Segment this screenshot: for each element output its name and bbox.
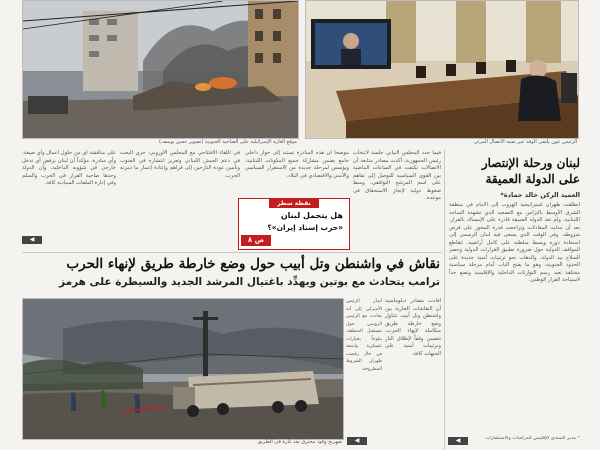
meeting-photo — [305, 0, 579, 139]
mid-column-3 — [120, 150, 240, 230]
sidebar-body-text: انطلقت طهران استراتيجية الهروب إلى الأمام في منطقة الشرق الأوسط بالتزامن مع التصعيد الذي تشهده الساحة اللبنانية، ولم تعد الدولة العميقة قادرة على الإمساك بالقرار، بعد أن تبدلت المعادلات وتراجعت قدرة المحور على فرض شروطه. وفي الوقت الذي يسعى فيه لبنان الرسمي إلى استعادة دوره وبسط سلطته على كامل أراضيه، تتقاطع المواقف الدولية حول ضرورة تطبيق القرارات الدولية وحصر السلاح بيد الدولة، والذهاب نحو ترتيبات أمنية جديدة على الحدود الجنوبية، وهو ما يفتح الباب أمام مرحلة سياسية مختلفة تعيد رسم التوازنات الداخلية والإقليمية وتضع حداً لاستباحة القرار الوطني. — [449, 202, 580, 283]
teaser-page-ref: ص ٨ — [241, 235, 271, 246]
main-column-2 — [346, 298, 382, 438]
mid-continue-arrow[interactable]: ◀ — [22, 236, 42, 244]
mid-column-1-text: فيما حدد المجلس النيابي جلسة لانتخاب رئيس الجمهورية، أكدت مصادر متابعة أن الاتصالات تكثفت في الساعات الماضية بين القوى السياسية للتوصل إلى تفاهم على اسم المرشح التوافقي، وسط ضغوط دولية لإنجاز الاستحقاق في موعده. — [353, 150, 441, 201]
destruction-caption: موقع الغارة الإسرائيلية على الضاحية الجنوبية (تصوير حسن يوسف) — [159, 139, 297, 145]
main-headline: نقاش في واشنطن وتل أبيب حول وضع خارطة طريق لإنهاء الحرب — [66, 256, 440, 272]
teaser-line-1: هل يتحمل لبنان — [280, 211, 343, 220]
sidebar-footer: * مدير المنتدى الإقليمي للدراسات والاستشارات — [485, 436, 580, 441]
destruction-photo — [22, 0, 299, 139]
sidebar-body — [449, 202, 580, 432]
tanker-photo — [22, 298, 344, 440]
mid-column-2 — [245, 150, 349, 200]
main-continue-arrow[interactable]: ◀ — [347, 437, 367, 445]
main-column-2-text: أشار الرئيس الأميركي إلى أنه تحادث مع الرئيس الروسي حول مستقبل المنطقة، ملوحاً بخيارات عسكرية واسعة في حال رفضت طهران الشروط المطروحة. — [346, 299, 382, 372]
teaser-label: نقطة سطر — [269, 199, 319, 208]
opinion-sidebar — [447, 150, 580, 450]
sidebar-continue-arrow[interactable]: ◀ — [448, 437, 468, 445]
main-story-top-rule — [22, 252, 442, 253]
sidebar-headline-1: لبنان ورحلة الإنتصار — [481, 156, 580, 170]
sidebar-headline-2: على الدولة العميقة — [485, 172, 580, 186]
main-column-1-text: أفادت مصادر دبلوماسية أن النقاشات الجارية بين واشنطن وتل أبيب تتناول وضع خارطة طريق متكاملة لإنهاء الحرب، تتضمن وقفاً لإطلاق النار وترتيبات أمنية على الجبهات كافة. — [385, 298, 441, 357]
tanker-illustration — [23, 299, 343, 439]
sidebar-byline: العميد الركن خالد حمادة* — [500, 191, 580, 199]
destruction-illustration — [23, 1, 298, 138]
meeting-caption: الرئيس عون يلتقي الوفد عبر تقنية الاتصال المرئي — [473, 139, 577, 145]
mid-column-3-text: في اللقاء الافتتاحي مع المجلس الأوروبي، جرى البحث في دعم الجيش اللبناني وتعزيز انتشاره في الجنوب وتأمين عودة النازحين إلى قراهم وإعادة إعمار ما دمرته الحرب. — [120, 150, 240, 179]
main-column-1 — [385, 298, 441, 438]
teaser-line-2: «حرب إسناد إيران»؟ — [267, 223, 343, 232]
teaser-box[interactable] — [238, 198, 350, 250]
mid-column-1 — [353, 150, 441, 238]
sidebar-divider — [444, 150, 445, 450]
tanker-caption: صهريج وقود محترق بعد غارة في الطريق — [257, 439, 342, 445]
main-subheadline: ترامب يتحادث مع بوتين ويهدِّد باغتيال المرشد الجديد والسيطرة على هرمز — [59, 276, 440, 288]
mid-column-4-text: على مناقشة أي من حلول أعمال وأي صيغة، وأي مبادرة، مؤكداً أن لبنان يرفض أي تدخل خارجي في شؤونه الداخلية، وأن الدولة وحدها صاحبة القرار في الحرب والسلم وفي إدارة الملفات السيادية كافة. — [22, 150, 116, 186]
mid-column-2-text: موضحاً أن هذه المبادرة تستند إلى حوار داخلي جامع يضمن مشاركة جميع المكونات اللبنانية، ويؤسس لمرحلة جديدة من الاستقرار السياسي والأمني والاقتصادي في البلاد. — [245, 150, 349, 179]
meeting-illustration — [306, 1, 578, 138]
mid-column-4 — [22, 150, 116, 230]
